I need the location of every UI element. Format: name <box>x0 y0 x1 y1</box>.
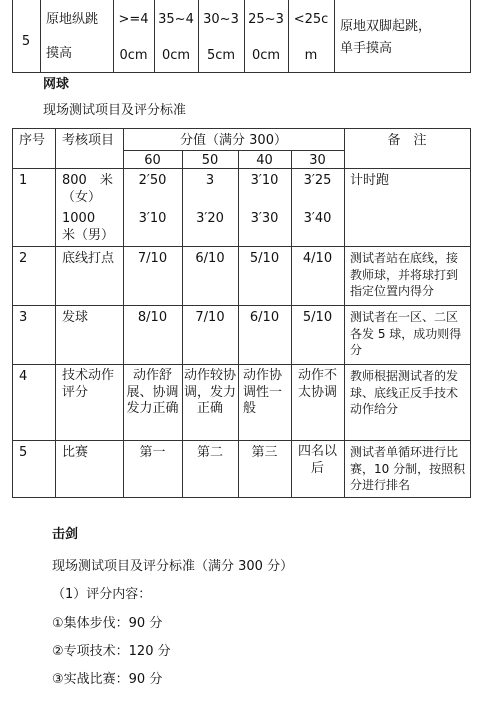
fencing-item-2: ②专项技术：120 分 <box>52 644 171 659</box>
row1-b-30: 3′40 <box>303 211 332 226</box>
row3-50: 7/10 <box>195 310 225 325</box>
row4-note: 教师根据测试者的发球、底线正反手技术动作给分 <box>350 369 459 416</box>
row4-30: 动作不太协调 <box>297 368 337 400</box>
top-row-v40-line2: 5cm <box>206 48 236 63</box>
row4-50: 动作较协调，发力正确 <box>184 368 237 416</box>
row2-50: 6/10 <box>195 251 225 266</box>
row2-60: 7/10 <box>137 251 168 266</box>
row3-no: 3 <box>19 310 28 325</box>
header-note: 备 注 <box>387 133 427 148</box>
header-col-30: 30 <box>309 153 326 168</box>
row2-40: 5/10 <box>249 251 280 266</box>
top-row-v50-line1: 35~4 <box>158 12 194 27</box>
fencing-heading: 击剑 <box>52 527 79 542</box>
top-row-note-line2: 单手摸高 <box>340 41 393 56</box>
header-item: 考核项目 <box>62 133 115 148</box>
row4-item: 技术动作评分 <box>62 368 115 400</box>
row3-note: 测试者在一区、二区各发 5 球，成功则得分 <box>350 310 462 357</box>
top-row-item-line2: 摸高 <box>46 46 73 61</box>
row3-item: 发球 <box>62 310 89 325</box>
top-row-v50-line2: 0cm <box>161 48 191 63</box>
row3-60: 8/10 <box>137 310 168 325</box>
row1-item-b: 1000 米（男） <box>62 211 115 243</box>
row1-a-30: 3′25 <box>303 173 332 188</box>
row2-no: 2 <box>19 251 28 266</box>
top-row-item-line1: 原地纵跳 <box>46 12 99 27</box>
row5-no: 5 <box>19 445 28 460</box>
top-row-v30-line1: 25~3 <box>248 12 284 27</box>
row1-note: 计时跑 <box>350 173 390 188</box>
row2-note: 测试者站在底线，接教师球，并将球打到指定位置内得分 <box>350 251 459 298</box>
row1-b-50: 3′20 <box>196 211 224 226</box>
row1-item-a: 800 米（女） <box>62 173 113 205</box>
top-row-v40-line1: 30~3 <box>203 12 239 27</box>
top-row-v30-line2: 0cm <box>251 48 281 63</box>
row1-a-40: 3′10 <box>250 173 279 188</box>
fencing-item-3: ③实战比赛：90 分 <box>52 672 163 687</box>
header-score: 分值（满分 300） <box>180 133 287 148</box>
top-row-v60-line2: 0cm <box>119 48 148 63</box>
row1-a-60: 2′50 <box>138 173 167 188</box>
header-no: 序号 <box>19 133 46 148</box>
row1-a-50: 3 <box>205 173 215 188</box>
row5-note: 测试者单循环进行比赛，10 分制，按照积分进行排名 <box>350 445 466 492</box>
header-col-40: 40 <box>256 153 273 168</box>
top-row-note-line1: 原地双脚起跳， <box>340 19 432 34</box>
fencing-subtitle: 现场测试项目及评分标准（满分 300 分） <box>52 559 294 574</box>
row4-60: 动作舒展、协调发力正确 <box>126 368 179 416</box>
row5-50: 第二 <box>196 445 223 460</box>
row2-item: 底线打点 <box>62 251 115 266</box>
row3-40: 6/10 <box>249 310 280 325</box>
fencing-item-1: ①集体步伐：90 分 <box>52 616 163 631</box>
row1-no: 1 <box>19 173 28 188</box>
top-row-v60-line1: >=4 <box>118 12 149 27</box>
tennis-subtitle: 现场测试项目及评分标准 <box>43 103 187 118</box>
header-col-50: 50 <box>201 153 219 168</box>
top-row-low-line1: <25c <box>293 12 329 27</box>
row4-40: 动作协调性一般 <box>243 368 283 416</box>
row2-30: 4/10 <box>302 251 333 266</box>
row3-30: 5/10 <box>302 310 333 325</box>
top-row-no: 5 <box>21 34 31 49</box>
tennis-heading: 网球 <box>43 77 70 92</box>
fencing-section: （1）评分内容： <box>52 587 152 602</box>
row5-30: 四名以后 <box>297 444 337 476</box>
row1-b-40: 3′30 <box>250 211 279 226</box>
row4-no: 4 <box>19 369 28 384</box>
header-col-60: 60 <box>144 153 161 168</box>
row5-item: 比赛 <box>62 445 89 460</box>
row1-b-60: 3′10 <box>138 211 167 226</box>
row5-40: 第三 <box>251 445 278 460</box>
top-row-low-line2: m <box>304 48 318 63</box>
row5-60: 第一 <box>139 445 166 460</box>
